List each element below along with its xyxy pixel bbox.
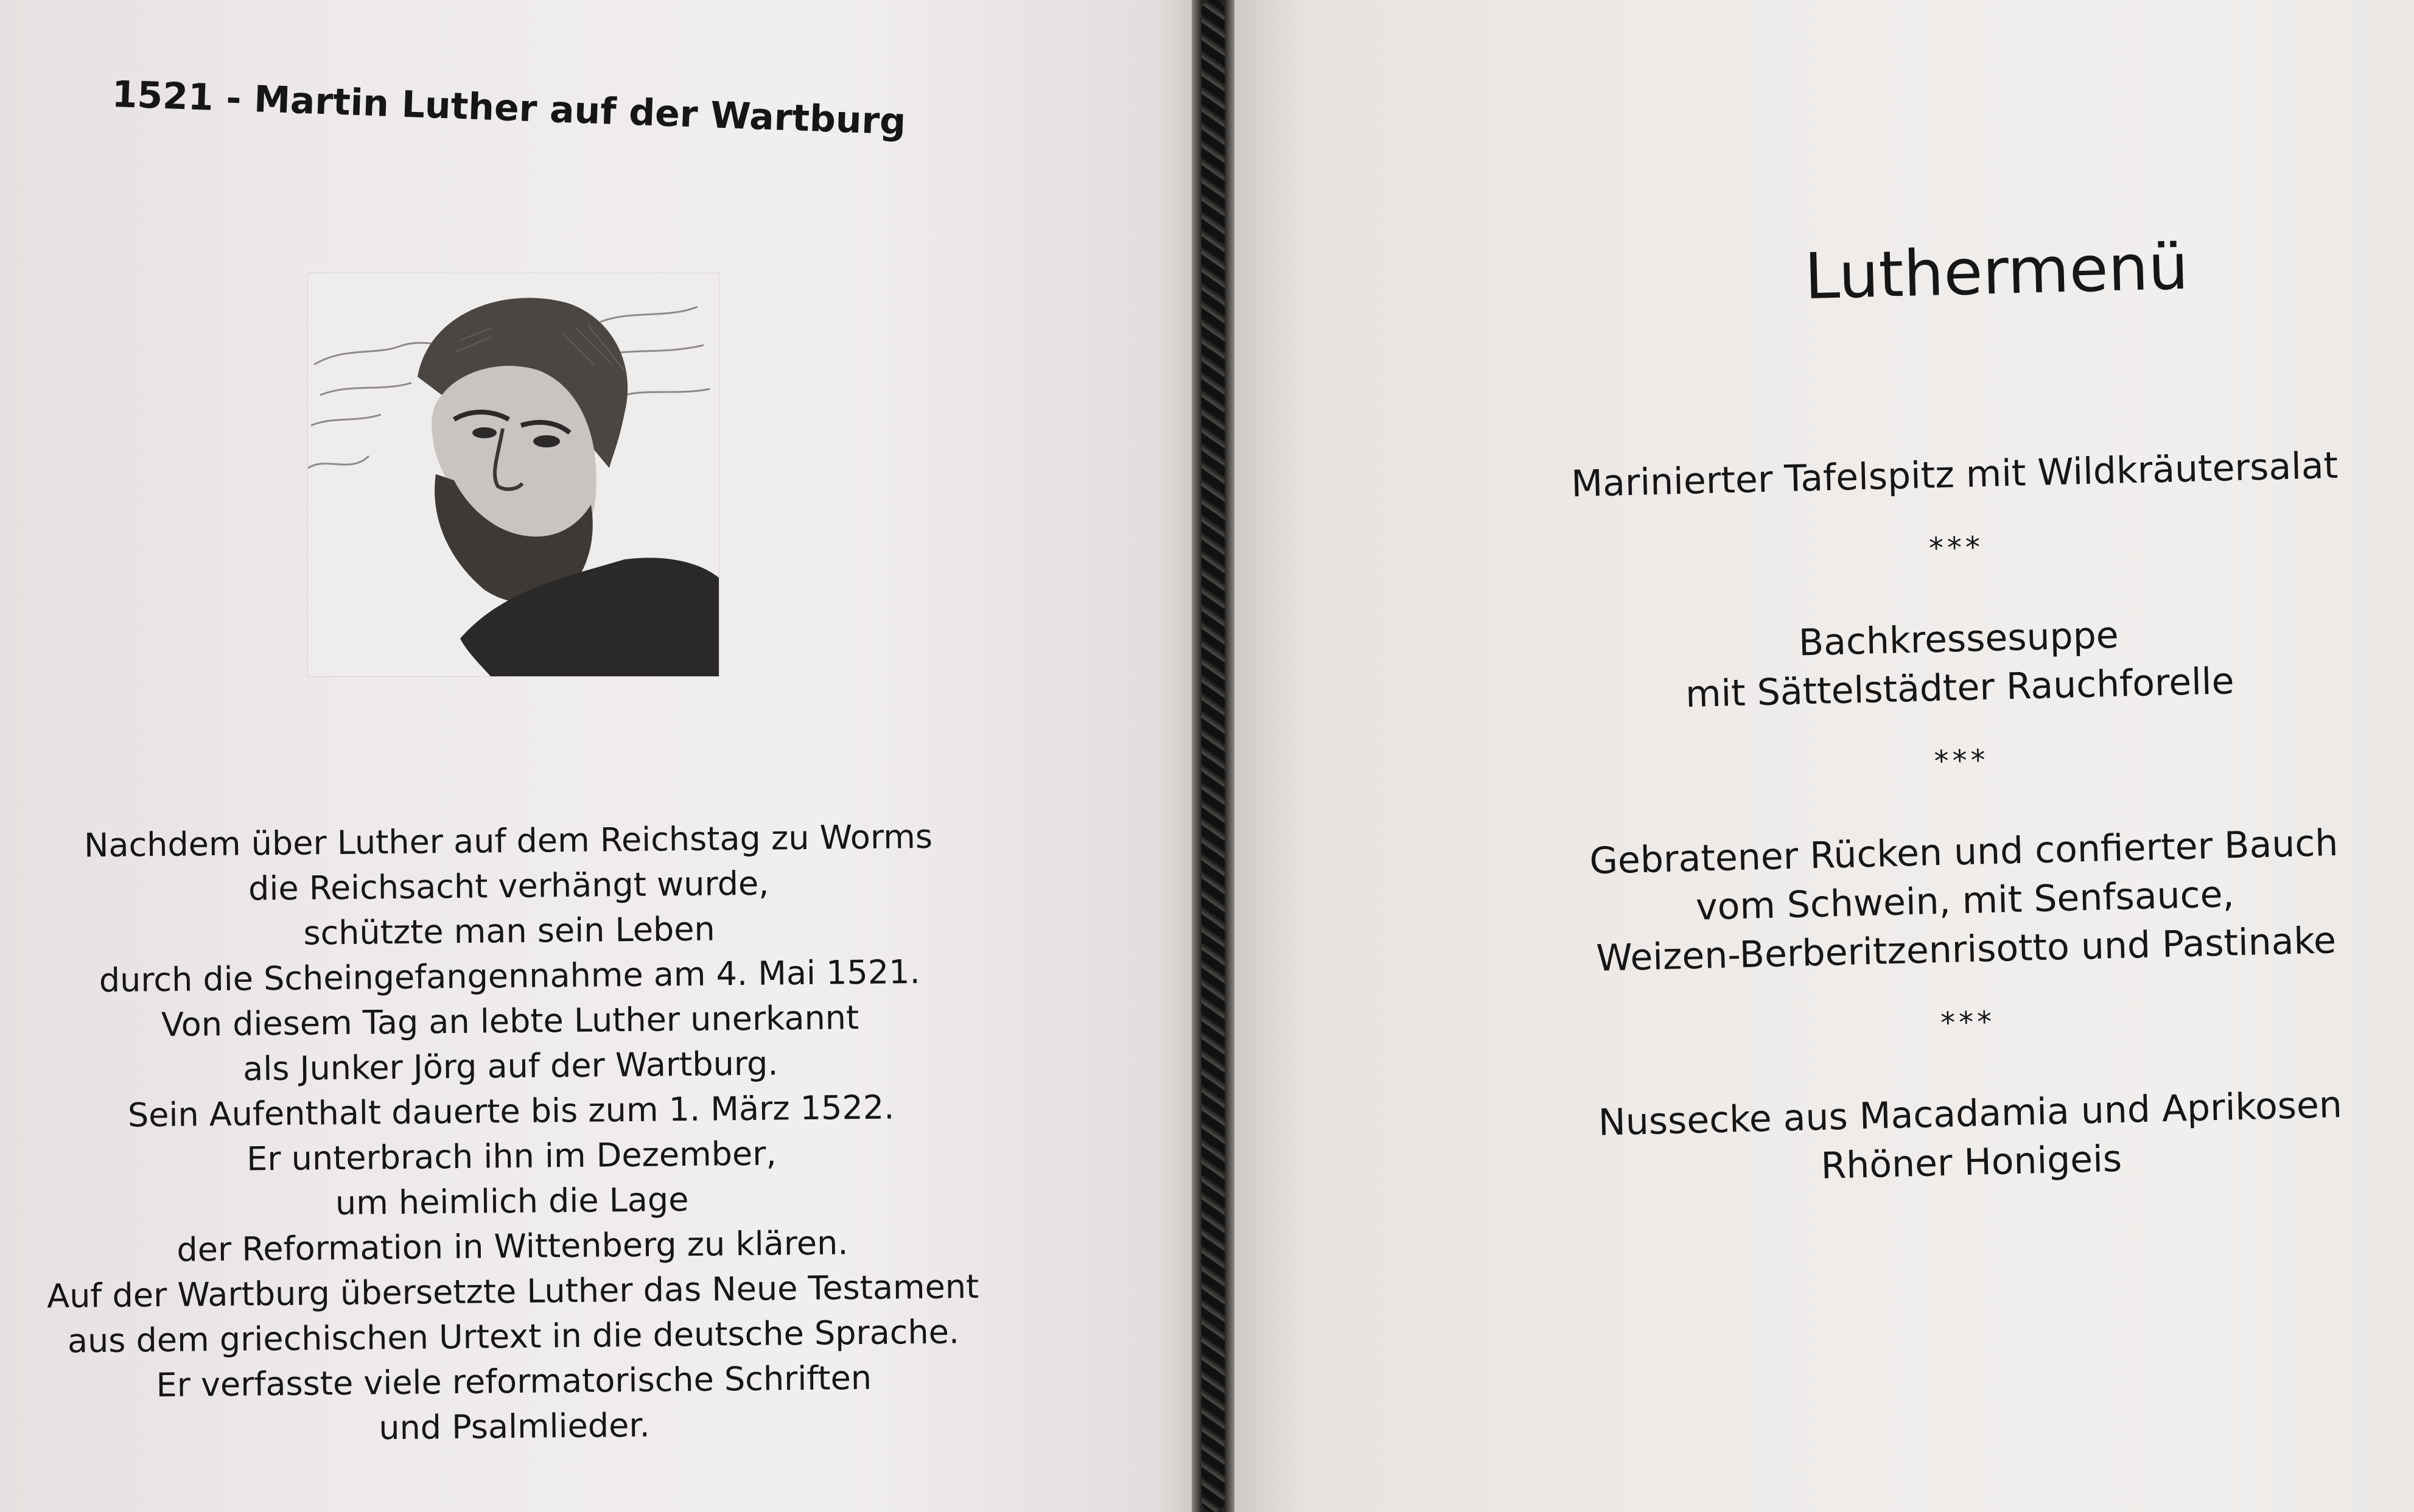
biography-text [27, 814, 996, 1454]
page-heading: 1521 - Martin Luther auf der Wartburg [111, 73, 907, 144]
course-main [1559, 818, 2371, 984]
menu-courses [1549, 441, 2376, 1197]
course-line: vom Schwein, mit Senfsauce, [1695, 873, 2235, 929]
menu-title: Luthermenü [1804, 229, 2189, 314]
course-dessert [1565, 1080, 2377, 1197]
biography-line: Er verfasste viele reformatorische Schriften [156, 1358, 872, 1405]
course-line: Weizen-Berberitzenrisotto und Pastinake [1595, 919, 2337, 980]
course-line: Bachkressesuppe [1798, 614, 2119, 665]
biography-line: aus dem griechischen Urtext in die deutsche Sprache. [67, 1312, 960, 1360]
course-line: Rhöner Honigeis [1820, 1137, 2122, 1188]
left-menu-page [0, 0, 1192, 1512]
biography-line: der Reformation in Wittenberg zu klären. [177, 1223, 848, 1269]
binding-cord [1192, 0, 1234, 1512]
biography-line: um heimlich die Lage [335, 1180, 689, 1223]
biography-line: die Reichsacht verhängt wurde, [248, 864, 769, 908]
course-line: Gebratener Rücken und confierter Bauch [1589, 821, 2339, 883]
course-separator: *** [1940, 1004, 1996, 1040]
biography-line: als Junker Jörg auf der Wartburg. [242, 1044, 778, 1088]
course-soup [1553, 605, 2365, 722]
biography-line: Von diesem Tag an lebte Luther unerkannt [161, 998, 859, 1045]
biography-line: schützte man sein Leben [303, 909, 715, 953]
course-separator: *** [1928, 530, 1984, 566]
course-line: Nussecke aus Macadamia und Aprikosen [1597, 1083, 2343, 1144]
course-line: Marinierter Tafelspitz mit Wildkräutersalat [1570, 444, 2339, 506]
biography-line: Nachdem über Luther auf dem Reichstag zu Worms [83, 817, 933, 865]
biography-line: durch die Scheingefangennahme am 4. Mai 1521. [99, 952, 921, 1000]
biography-line: Sein Aufenthalt dauerte bis zum 1. März 1522. [127, 1088, 895, 1135]
luther-portrait-image [307, 273, 719, 677]
course-separator: *** [1934, 743, 1990, 779]
biography-line: Er unterbrach ihn im Dezember, [246, 1134, 777, 1178]
course-line: mit Sättelstädter Rauchforelle [1685, 660, 2235, 716]
biography-line: und Psalmlieder. [378, 1405, 651, 1447]
biography-line: Auf der Wartburg übersetzte Luther das Neue Testament [46, 1267, 979, 1316]
